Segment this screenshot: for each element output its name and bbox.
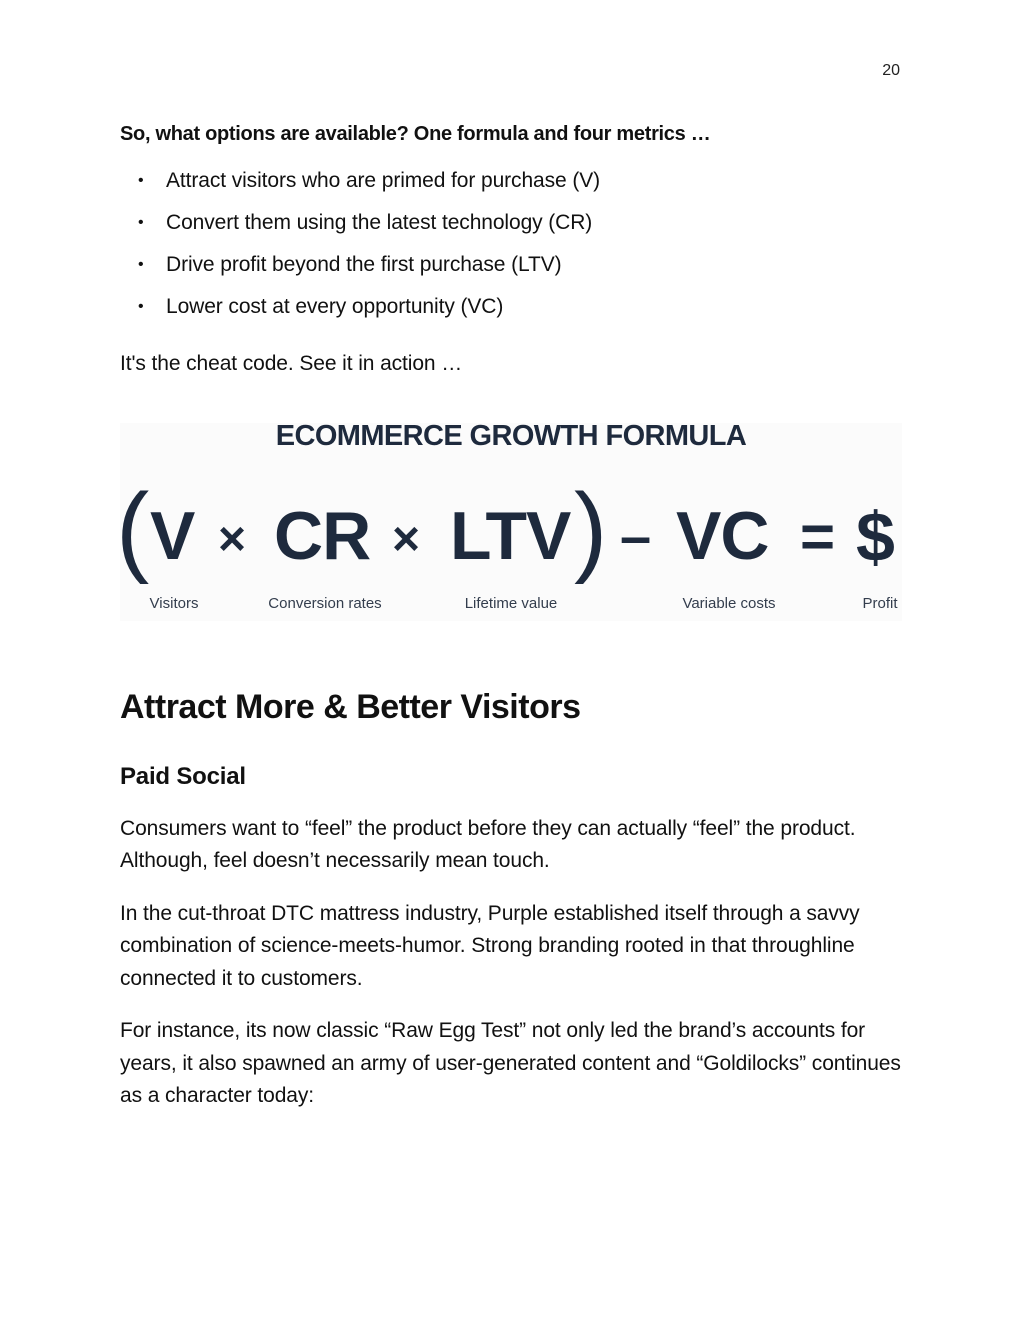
paragraph: In the cut-throat DTC mattress industry, Purple established itself through a savvy combination of science-meets-humor. Strong branding rooted in that throughline connected it to customers. (120, 901, 860, 990)
list-item-text: Drive profit beyond the first purchase (LTV) (166, 253, 562, 276)
section-title: Attract More & Better Visitors (120, 687, 581, 726)
lifetime-label: Lifetime value (464, 594, 558, 612)
visitors-symbol: V (150, 497, 195, 574)
page-content (116, 120, 902, 1133)
list-item-text: Convert them using the latest technology (CR) (166, 211, 593, 234)
times-sign-2: × (392, 512, 421, 566)
paragraph: Consumers want to “feel” the product before they can actually “feel” the product. Although, feel doesn’t necessarily mean touch. (120, 816, 856, 872)
bullet-icon: • (138, 214, 144, 231)
formula-graphic (116, 419, 902, 621)
growth-formula-figure (116, 419, 902, 621)
close-paren: ) (574, 472, 608, 585)
page-number: 20 (882, 62, 900, 79)
intro-heading: So, what options are available? One formula and four metrics … (120, 123, 711, 145)
intro-closing: It's the cheat code. See it in action … (120, 352, 463, 375)
metric-list (120, 160, 902, 328)
minus-sign: – (620, 503, 652, 567)
list-item-text: Attract visitors who are primed for purchase (V) (166, 169, 601, 192)
bullet-icon: • (138, 298, 144, 315)
conversion-symbol: CR (274, 497, 371, 574)
list-item-text: Lower cost at every opportunity (VC) (166, 295, 504, 318)
paragraph: For instance, its now classic “Raw Egg Test” not only led the brand’s accounts for years, it also spawned an army of user-generated content and “Goldilocks” continues as a character today: (120, 1019, 901, 1107)
list-item (120, 160, 902, 202)
formula-title: ECOMMERCE GROWTH FORMULA (275, 419, 747, 452)
visitors-label: Visitors (149, 594, 199, 612)
variable-cost-symbol: VC (676, 497, 769, 574)
conversion-label: Conversion rates (268, 594, 382, 612)
equals-sign: = (800, 502, 836, 570)
open-paren: ( (116, 472, 150, 585)
list-item (120, 286, 902, 328)
dollar-sign: $ (856, 497, 895, 576)
list-item (120, 244, 902, 286)
list-item (120, 202, 902, 244)
bullet-icon: • (138, 172, 144, 189)
bullet-icon: • (138, 256, 144, 273)
lifetime-symbol: LTV (450, 497, 571, 574)
variable-label: Variable costs (682, 594, 776, 612)
subsection-title: Paid Social (120, 762, 246, 790)
profit-label: Profit (862, 594, 898, 612)
times-sign-1: × (218, 512, 247, 566)
